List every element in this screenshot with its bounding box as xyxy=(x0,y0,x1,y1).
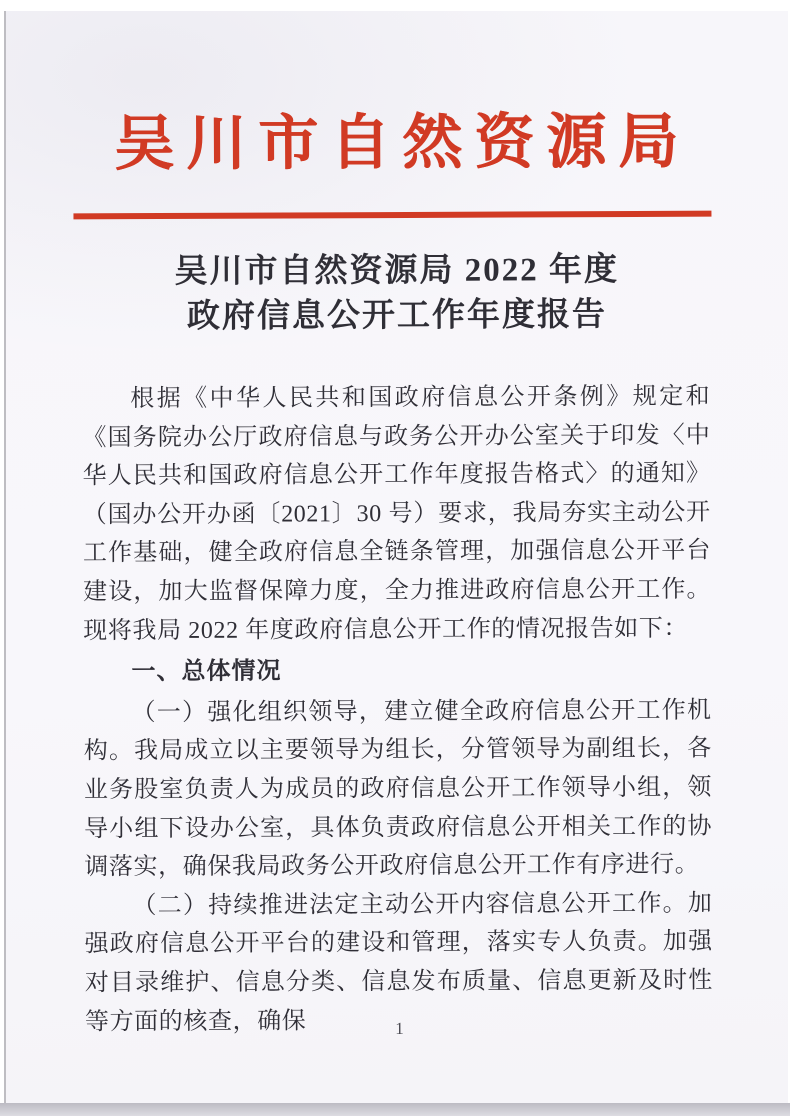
paragraph-intro: 根据《中华人民共和国政府信息公开条例》规定和《国务院办公厅政府信息与政务公开办公室关于印发〈中华人民共和国政府信息公开工作年度报告格式〉的通知》（国办公开办函〔2021〕30 号）要求，我局夯实主动公开工作基础，健全政府信息全链条管理，加强信息公开平台建设，加大监督保障力度，全力推进政府信息公开工作。现将我局 2022 年度政府信息公开工作的情况报告如下： xyxy=(82,383,712,644)
scanned-page xyxy=(6,11,788,1103)
section-heading-overview: 一、总体情况 xyxy=(131,657,282,686)
paragraph-item-2: （二）持续推进法定主动公开内容信息公开工作。加强政府信息公开平台的建设和管理，落实专人负责。加强对目录维护、信息分类、信息发布质量、信息更新及时性等方面的核查，确保 xyxy=(84,890,713,1035)
document-body xyxy=(6,377,788,1041)
page-number: 1 xyxy=(395,1018,405,1039)
scanner-edge-shadow xyxy=(0,1103,790,1116)
page-content xyxy=(6,11,788,1103)
document-title-line2: 政府信息公开工作年度报告 xyxy=(186,297,607,335)
letterhead-divider-line xyxy=(73,211,711,220)
document-title xyxy=(6,247,788,340)
document-title-line1: 吴川市自然资源局 2022 年度 xyxy=(174,252,620,290)
letterhead-title: 吴川市自然资源局 xyxy=(114,108,691,178)
paragraph-item-1: （一）强化组织领导，建立健全政府信息公开工作机构。我局成立以主要领导为组长，分管领导为副组长，各业务股室负责人为成员的政府信息公开工作领导小组，领导小组下设办公室，具体负责政府信息公开相关工作的协调落实，确保我局政务公开政府信息公开工作有序进行。 xyxy=(83,697,713,881)
